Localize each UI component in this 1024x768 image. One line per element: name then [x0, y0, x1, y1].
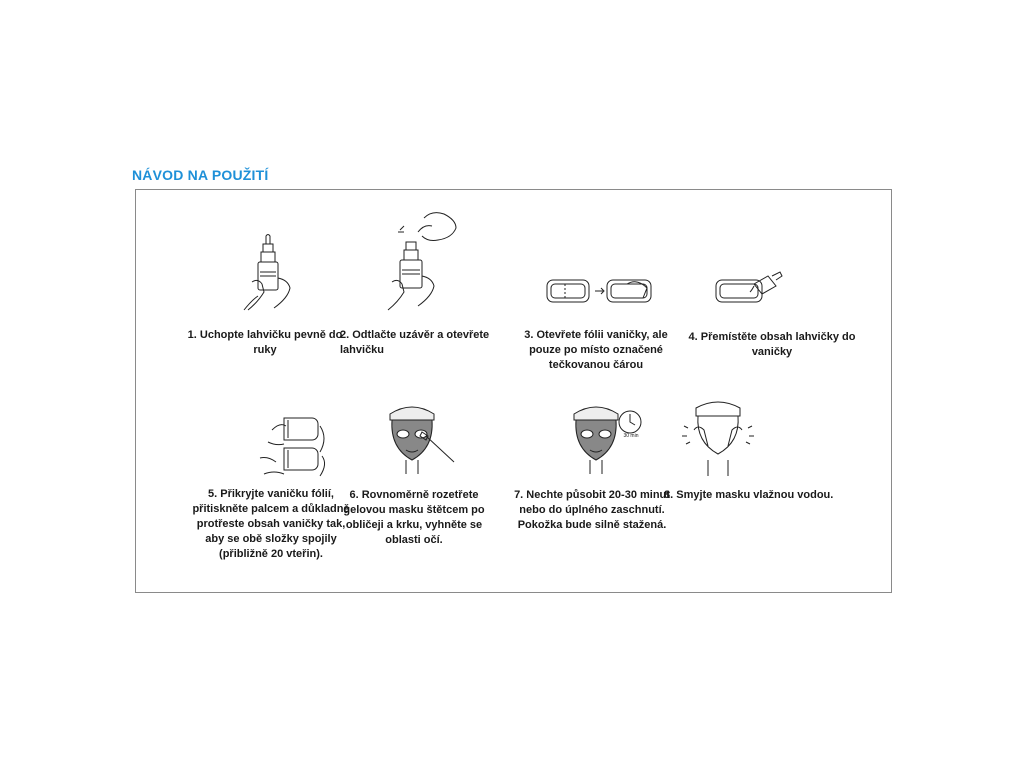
open-tray-foil-icon	[545, 276, 657, 306]
face-mask-timer-icon	[568, 404, 648, 480]
hand-opening-bottle-icon	[378, 208, 460, 312]
step-6-caption: 6. Rovnoměrně rozetřete gelovou masku štětcem po obličeji a krku, vyhněte se oblasti očí.	[343, 489, 485, 546]
shake-tray-icon	[254, 412, 330, 484]
step-4-caption: 4. Přemístěte obsah lahvičky do vaničky	[688, 331, 856, 358]
page-title: NÁVOD NA POUŽITÍ	[132, 167, 269, 183]
step-8-caption: 8. Smyjte masku vlažnou vodou.	[664, 489, 834, 501]
step-1-caption: 1. Uchopte lahvičku pevně do ruky	[187, 329, 343, 356]
timer-label: 30 min	[623, 433, 639, 439]
pour-into-tray-icon	[714, 270, 784, 306]
wash-face-icon	[680, 400, 756, 480]
apply-mask-brush-icon	[382, 404, 462, 480]
step-2-caption: 2. Odtlačte uzávěr a otevřete lahvičku	[340, 329, 490, 356]
step-7-caption: 7. Nechte působit 20-30 minut nebo do úplného zaschnutí. Pokožka bude silně stažená.	[514, 489, 670, 531]
hand-holding-bottle-icon	[238, 232, 298, 312]
step-5-caption: 5. Přikryjte vaničku fólií, přitiskněte palcem a důkladně protřeste obsah vaničky tak, aby se obě složky spojily (přibližně 20 vteřin).	[192, 488, 350, 560]
step-3-caption: 3. Otevřete fólii vaničky, ale pouze po místo označené tečkovanou čárou	[524, 329, 668, 371]
